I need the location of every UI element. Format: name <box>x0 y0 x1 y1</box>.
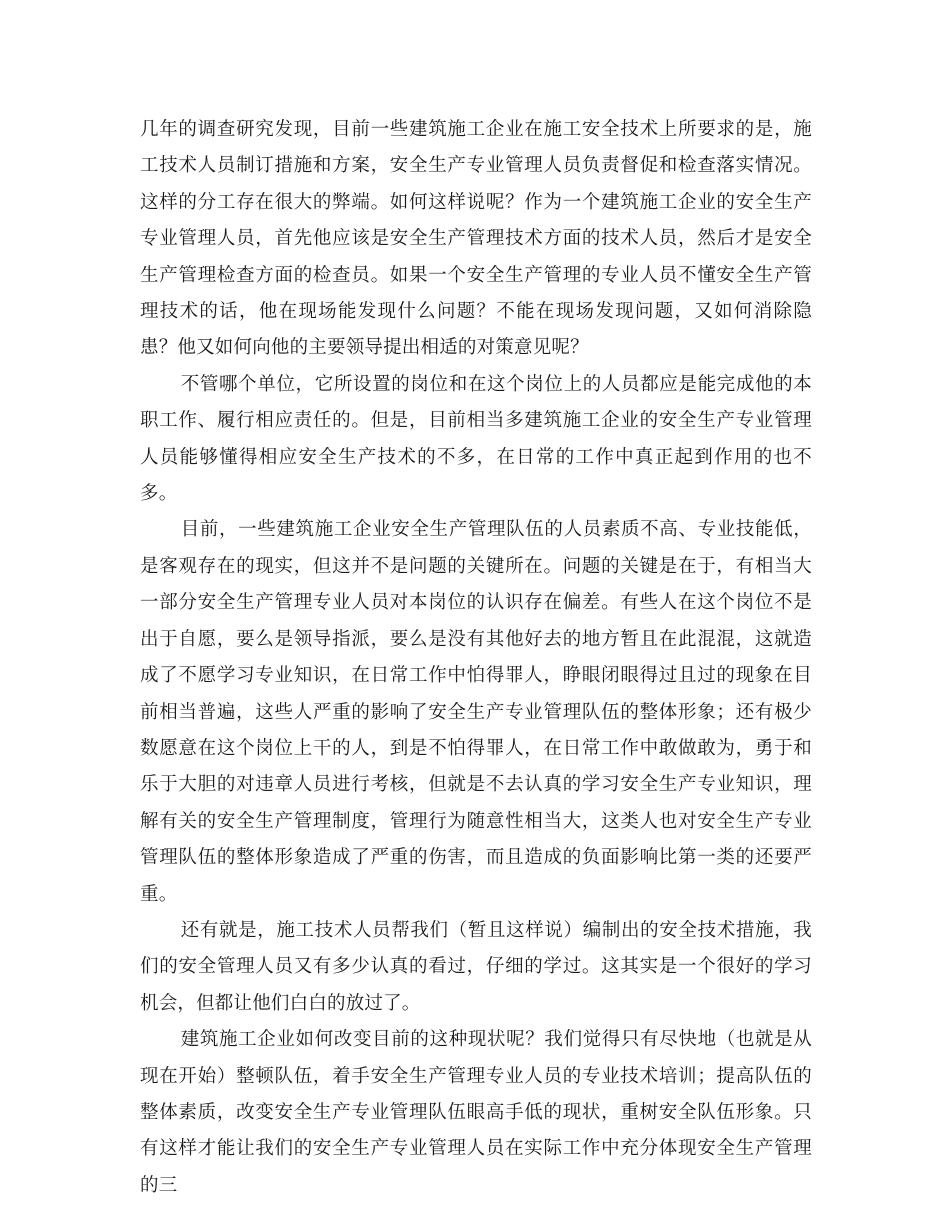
paragraph-5: 建筑施工企业如何改变目前的这种现状呢？我们觉得只有尽快地（也就是从现在开始）整顿队伍，着手安全生产管理专业人员的专业技术培训；提高队伍的整体素质，改变安全生产专业管理队伍眼高手低的现状，重树安全队伍形象。只有这样才能让我们的安全生产专业管理人员在实际工作中充分体现安全生产管理的三 <box>140 1029 812 1196</box>
paragraph-3: 目前，一些建筑施工企业安全生产管理队伍的人员素质不高、专业技能低，是客观存在的现实，但这并不是问题的关键所在。问题的关键是在于，有相当大一部分安全生产管理专业人员对本岗位的认识存在偏差。有些人在这个岗位不是出于自愿，要么是领导指派，要么是没有其他好去的地方暂且在此混混，这就造成了不愿学习专业知识，在日常工作中怕得罪人，睁眼闭眼得过且过的现象在目前相当普遍，这些人严重的影响了安全生产专业管理队伍的整体形象；还有极少数愿意在这个岗位上干的人，到是不怕得罪人，在日常工作中敢做敢为，勇于和乐于大胆的对违章人员进行考核，但就是不去认真的学习安全生产专业知识，理解有关的安全生产管理制度，管理行为随意性相当大，这类人也对安全生产专业管理队伍的整体形象造成了严重的伤害，而且造成的负面影响比第一类的还要严重。 <box>140 519 812 905</box>
document-body <box>140 112 812 1204</box>
paragraph-1: 几年的调查研究发现，目前一些建筑施工企业在施工安全技术上所要求的是，施工技术人员制订措施和方案，安全生产专业管理人员负责督促和检查落实情况。这样的分工存在很大的弊端。如何这样说呢？作为一个建筑施工企业的安全生产专业管理人员，首先他应该是安全生产管理技术方面的技术人员，然后才是安全生产管理检查方面的检查员。如果一个安全生产管理的专业人员不懂安全生产管理技术的话，他在现场能发现什么问题？不能在现场发现问题，又如何消除隐患？他又如何向他的主要领导提出相适的对策意见呢？ <box>140 119 812 359</box>
paragraph-4: 还有就是，施工技术人员帮我们（暂且这样说）编制出的安全技术措施，我们的安全管理人员又有多少认真的看过，仔细的学过。这其实是一个很好的学习机会，但都让他们白白的放过了。 <box>140 919 812 1014</box>
paragraph-2: 不管哪个单位，它所设置的岗位和在这个岗位上的人员都应是能完成他的本职工作、履行相应责任的。但是，目前相当多建筑施工企业的安全生产专业管理人员能够懂得相应安全生产技术的不多，在日常的工作中真正起到作用的也不多。 <box>140 373 812 505</box>
